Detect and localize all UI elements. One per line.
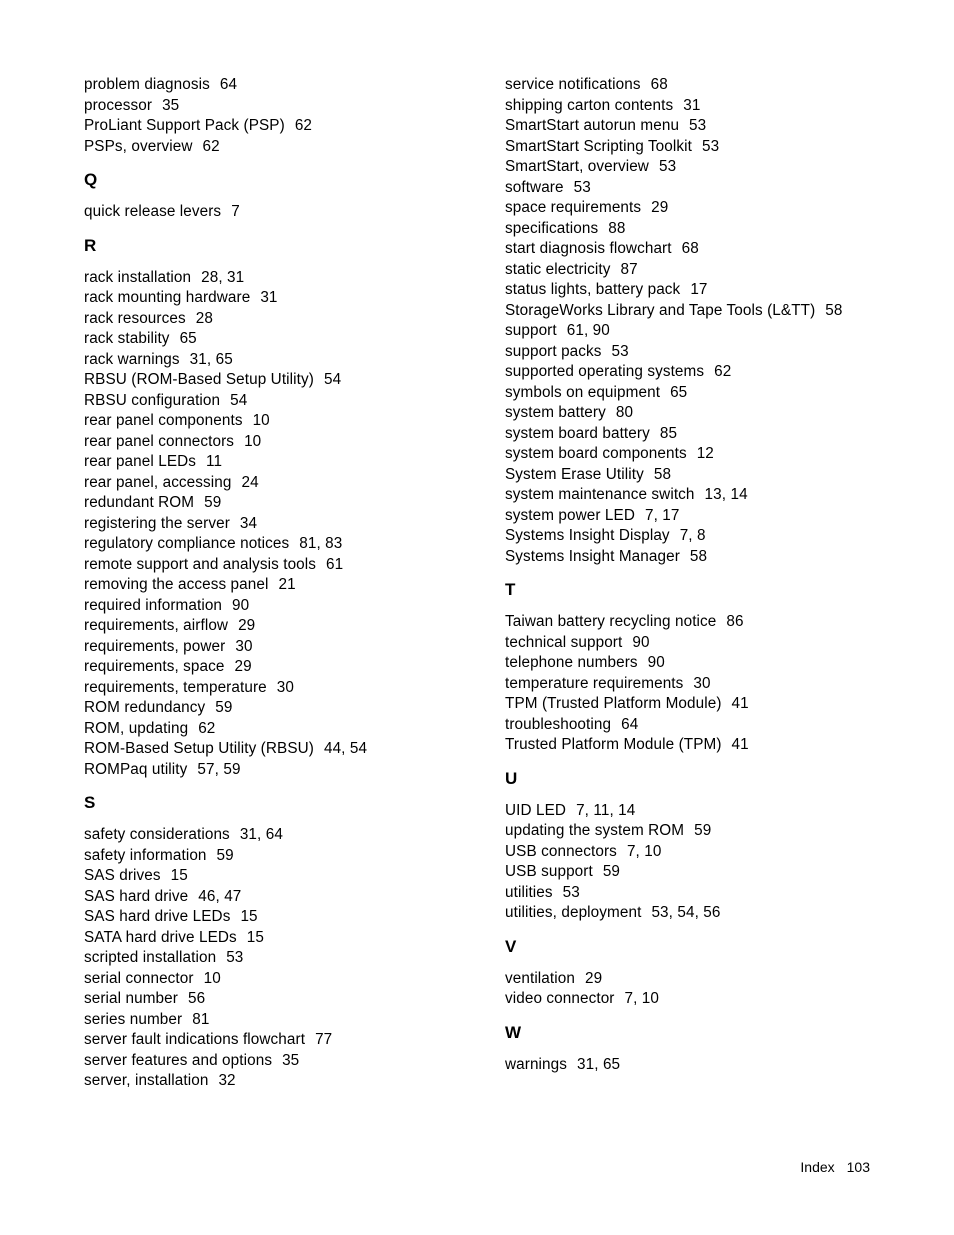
index-page-refs: 46, 47 [198, 887, 242, 905]
index-term: server fault indications flowchart [84, 1031, 306, 1048]
index-term: service notifications [505, 76, 641, 93]
index-term: ProLiant Support Pack (PSP) [84, 117, 285, 134]
index-term: rack resources [84, 309, 186, 327]
index-term: status lights, battery pack [505, 281, 681, 298]
index-page-refs: 58 [653, 465, 672, 483]
index-entry [84, 657, 484, 678]
index-term: server features and options [84, 1051, 273, 1069]
index-entry [84, 391, 484, 412]
footer-section-label: Index [800, 1159, 835, 1175]
index-term: rear panel, accessing [84, 473, 232, 491]
index-term: series number [84, 1010, 183, 1028]
index-entry [84, 432, 484, 453]
index-page-refs: 28 [195, 309, 213, 327]
index-entry [84, 575, 484, 596]
index-entry [84, 268, 484, 289]
index-entry [84, 75, 484, 96]
index-term: ROM redundancy [84, 699, 206, 716]
index-entry [84, 1030, 484, 1051]
index-term: serial number [84, 990, 178, 1007]
index-entry [84, 452, 484, 473]
index-page-refs: 30 [693, 674, 711, 692]
index-page-refs: 68 [650, 76, 668, 93]
index-entry [505, 219, 905, 240]
index-term: Taiwan battery recycling notice [505, 613, 717, 630]
index-entry [505, 969, 905, 990]
index-page-refs: 17 [690, 281, 708, 298]
index-entry [84, 948, 484, 969]
index-page-refs: 41 [731, 736, 749, 753]
index-page-refs: 88 [608, 219, 626, 237]
index-entry [505, 75, 905, 96]
index-term: redundant ROM [84, 494, 195, 511]
index-page-refs: 58 [689, 547, 708, 565]
index-term: Systems Insight Display [505, 527, 670, 544]
index-page-refs: 15 [246, 928, 264, 946]
index-page-refs: 35 [282, 1051, 300, 1069]
index-page-refs: 21 [278, 576, 296, 593]
index-page-refs: 31, 64 [239, 826, 283, 843]
index-page-refs: 62 [294, 117, 313, 134]
index-page-refs: 30 [276, 678, 294, 696]
index-page-refs: 11 [206, 453, 223, 470]
index-page-refs: 7, 10 [624, 990, 660, 1007]
index-page-refs: 32 [218, 1072, 236, 1089]
index-term: SmartStart Scripting Toolkit [505, 137, 692, 155]
index-term: utilities, deployment [505, 904, 642, 921]
index-page-refs: 31, 65 [577, 1055, 621, 1073]
index-term: warnings [505, 1055, 568, 1073]
index-term: required information [84, 596, 223, 614]
index-page-refs: 68 [681, 240, 699, 257]
index-entry [84, 887, 484, 908]
index-term: scripted installation [84, 949, 217, 966]
index-entry [505, 485, 905, 506]
index-term: requirements, space [84, 658, 225, 675]
index-entry [505, 178, 905, 199]
index-section-letter: S [84, 793, 96, 812]
index-page-refs: 31 [683, 96, 701, 114]
index-term: system board components [505, 445, 687, 462]
index-page-refs: 10 [244, 432, 262, 450]
index-term: rear panel components [84, 412, 243, 429]
footer-page-number: 103 [846, 1159, 870, 1175]
index-entry [84, 202, 484, 223]
index-entry [505, 362, 905, 383]
index-page-refs: 61, 90 [566, 322, 610, 339]
index-term: rack installation [84, 268, 192, 286]
index-entry [84, 493, 484, 514]
index-page-refs: 7, 17 [644, 506, 680, 524]
index-term: system battery [505, 404, 606, 421]
index-page-refs: 59 [215, 699, 233, 716]
index-term: requirements, airflow [84, 617, 229, 634]
index-page-refs: 54 [230, 391, 248, 409]
index-entry [505, 96, 905, 117]
index-section-letter: V [505, 936, 517, 956]
index-page-refs: 54 [323, 371, 342, 388]
index-page-refs: 7, 10 [626, 842, 662, 860]
index-page-refs: 90 [632, 633, 650, 651]
index-page-refs: 15 [170, 867, 188, 884]
index-page-refs: 86 [726, 613, 744, 630]
index-page-refs: 81 [192, 1010, 210, 1028]
index-page-refs: 28, 31 [201, 268, 245, 286]
index-entry [505, 403, 905, 424]
index-section-letter: R [84, 235, 97, 255]
index-entry [505, 506, 905, 527]
index-page-refs: 85 [659, 424, 678, 442]
index-page-refs: 65 [179, 330, 197, 347]
index-term: USB connectors [505, 842, 617, 860]
index-entry [505, 612, 905, 633]
index-entry [505, 989, 905, 1010]
index-page-refs: 31 [260, 289, 278, 306]
index-entry [505, 239, 905, 260]
index-entry [84, 739, 484, 760]
index-term: Trusted Platform Module (TPM) [505, 736, 722, 753]
index-term: UID LED [505, 801, 567, 819]
index-entry [505, 903, 905, 924]
index-entry [84, 534, 484, 555]
index-page-refs: 34 [239, 514, 258, 532]
index-section-letter: U [505, 768, 518, 788]
index-page-refs: 81, 83 [299, 535, 343, 552]
index-entry [84, 116, 484, 137]
index-entry [505, 801, 905, 822]
index-term: telephone numbers [505, 654, 638, 671]
index-page-refs: 44, 54 [323, 740, 368, 757]
index-entry [505, 883, 905, 904]
index-entry [505, 260, 905, 281]
index-term: technical support [505, 633, 623, 651]
index-page-refs: 53 [689, 117, 707, 134]
index-term: SAS drives [84, 867, 161, 884]
index-term: StorageWorks Library and Tape Tools (L&TT) [505, 301, 816, 319]
index-term: software [505, 178, 564, 196]
index-term: specifications [505, 219, 599, 237]
index-entry [505, 526, 905, 547]
index-entry [505, 444, 905, 465]
index-page-refs: 53 [226, 949, 244, 966]
index-term: remote support and analysis tools [84, 555, 317, 573]
index-page-refs: 59 [216, 846, 234, 864]
index-page-refs: 77 [315, 1031, 333, 1048]
index-term: system maintenance switch [505, 486, 695, 503]
index-page-refs: 7, 11, 14 [576, 801, 636, 819]
index-page-refs: 61 [326, 555, 344, 573]
index-page-refs: 29 [238, 617, 256, 634]
index-column-left [84, 75, 484, 1092]
index-section-letter: Q [84, 170, 98, 189]
index-entry [84, 514, 484, 535]
index-page-refs: 29 [584, 969, 603, 987]
index-term: system board battery [505, 424, 650, 442]
index-term: updating the system ROM [505, 822, 685, 839]
index-page-refs: 62 [198, 719, 216, 737]
index-page-refs: 15 [240, 908, 258, 925]
index-page-refs: 64 [621, 715, 639, 733]
index-entry [84, 137, 484, 158]
index-term: requirements, temperature [84, 678, 267, 696]
index-term: requirements, power [84, 637, 226, 655]
index-term: video connector [505, 990, 615, 1007]
index-page-refs: 87 [620, 260, 638, 278]
index-term: shipping carton contents [505, 96, 674, 114]
index-page-refs: 59 [602, 863, 621, 880]
index-entry [84, 1071, 484, 1092]
index-term: safety considerations [84, 826, 230, 843]
index-entry [505, 653, 905, 674]
index-entry [505, 821, 905, 842]
index-term: quick release levers [84, 203, 222, 220]
index-term: support packs [505, 342, 602, 360]
index-entry [505, 116, 905, 137]
index-page-refs: 53, 54, 56 [651, 904, 721, 921]
index-term: problem diagnosis [84, 76, 210, 93]
index-page-refs: 10 [203, 969, 221, 987]
index-page-refs: 35 [162, 96, 180, 114]
index-term: USB support [505, 863, 593, 880]
index-entry [505, 715, 905, 736]
index-page-refs: 41 [731, 695, 749, 712]
index-term: SmartStart, overview [505, 158, 649, 175]
index-entry [505, 157, 905, 178]
index-entry [84, 969, 484, 990]
index-page-refs: 64 [219, 76, 238, 93]
index-entry [84, 907, 484, 928]
index-term: start diagnosis flowchart [505, 240, 672, 257]
index-term: ventilation [505, 969, 575, 987]
index-entry [505, 198, 905, 219]
index-term: ROM-Based Setup Utility (RBSU) [84, 740, 314, 757]
index-entry [84, 350, 484, 371]
index-entry [84, 928, 484, 949]
index-page-refs: 90 [647, 654, 665, 671]
index-entry [505, 1055, 905, 1076]
index-entry [84, 473, 484, 494]
index-term: rack mounting hardware [84, 289, 251, 306]
index-page-refs: 53 [702, 137, 720, 155]
index-page-refs: 12 [696, 445, 714, 462]
index-page-refs: 53 [658, 158, 677, 175]
index-entry [84, 719, 484, 740]
index-page-refs: 62 [714, 363, 732, 380]
index-entry [84, 637, 484, 658]
index-entry [84, 1010, 484, 1031]
index-entry [84, 866, 484, 887]
index-section-letter: W [505, 1022, 522, 1042]
index-entry [84, 698, 484, 719]
index-page-refs: 53 [562, 883, 580, 901]
index-term: ROM, updating [84, 719, 189, 737]
index-page-refs: 62 [202, 137, 220, 155]
index-term: Systems Insight Manager [505, 547, 680, 565]
index-entry [84, 846, 484, 867]
index-entry [505, 301, 905, 322]
index-term: rear panel connectors [84, 432, 235, 450]
index-column-right [505, 75, 905, 1075]
index-term: RBSU configuration [84, 391, 221, 409]
index-term: symbols on equipment [505, 383, 661, 401]
index-term: SmartStart autorun menu [505, 117, 680, 134]
index-entry [84, 989, 484, 1010]
index-term: support [505, 322, 557, 339]
index-term: temperature requirements [505, 674, 684, 692]
index-entry [84, 96, 484, 117]
index-page-refs: 57, 59 [197, 760, 241, 778]
index-term: registering the server [84, 514, 230, 532]
index-page-refs: 53 [611, 342, 629, 360]
index-entry [84, 370, 484, 391]
index-page-refs: 30 [235, 637, 253, 655]
index-entry [505, 862, 905, 883]
index-entry [84, 288, 484, 309]
index-page-refs: 80 [615, 404, 634, 421]
index-section-letter: T [505, 580, 516, 599]
index-entry [505, 342, 905, 363]
index-entry [505, 424, 905, 445]
index-term: processor [84, 96, 153, 114]
index-term: RBSU (ROM-Based Setup Utility) [84, 371, 314, 388]
index-entry [84, 825, 484, 846]
index-page-refs: 7, 8 [679, 527, 706, 544]
index-entry [84, 555, 484, 576]
index-page-refs: 90 [232, 596, 250, 614]
index-term: PSPs, overview [84, 137, 193, 155]
index-term: troubleshooting [505, 715, 612, 733]
index-term: System Erase Utility [505, 465, 644, 483]
index-entry [84, 411, 484, 432]
index-entry [505, 137, 905, 158]
index-term: rack stability [84, 330, 170, 347]
index-term: removing the access panel [84, 576, 269, 593]
index-page-refs: 58 [825, 301, 843, 319]
index-page-refs: 29 [651, 199, 669, 216]
index-term: server, installation [84, 1072, 209, 1089]
index-entry [505, 547, 905, 568]
index-entry [505, 842, 905, 863]
index-page-refs: 7 [231, 203, 240, 220]
index-entry [505, 633, 905, 654]
index-page-refs: 24 [241, 473, 259, 491]
index-term: regulatory compliance notices [84, 535, 290, 552]
index-term: SAS hard drive LEDs [84, 908, 231, 925]
index-entry [84, 678, 484, 699]
index-page-refs: 53 [573, 178, 591, 196]
index-term: serial connector [84, 969, 194, 987]
index-entry [505, 383, 905, 404]
index-page-refs: 13, 14 [704, 486, 748, 503]
index-page-refs: 29 [234, 658, 252, 675]
index-term: TPM (Trusted Platform Module) [505, 695, 722, 712]
index-entry [84, 596, 484, 617]
index-page-refs: 59 [694, 822, 712, 839]
index-page-refs: 10 [252, 412, 270, 429]
index-term: system power LED [505, 506, 635, 524]
index-term: safety information [84, 846, 207, 864]
page-footer [0, 1158, 870, 1176]
index-term: static electricity [505, 260, 611, 278]
index-page-refs: 56 [187, 990, 206, 1007]
index-page-refs: 31, 65 [189, 350, 233, 368]
index-entry [84, 616, 484, 637]
index-entry [84, 760, 484, 781]
index-page-refs: 59 [204, 494, 222, 511]
index-term: rear panel LEDs [84, 453, 197, 470]
index-entry [505, 280, 905, 301]
index-entry [84, 309, 484, 330]
index-entry [505, 694, 905, 715]
index-entry [84, 329, 484, 350]
index-term: space requirements [505, 199, 642, 216]
index-term: ROMPaq utility [84, 760, 188, 778]
index-term: utilities [505, 883, 553, 901]
index-page-refs: 65 [670, 383, 688, 401]
index-entry [505, 735, 905, 756]
index-term: SAS hard drive [84, 887, 189, 905]
index-term: supported operating systems [505, 363, 705, 380]
index-entry [505, 321, 905, 342]
index-term: rack warnings [84, 350, 180, 368]
index-entry [84, 1051, 484, 1072]
index-term: SATA hard drive LEDs [84, 928, 237, 946]
index-entry [505, 465, 905, 486]
index-entry [505, 674, 905, 695]
